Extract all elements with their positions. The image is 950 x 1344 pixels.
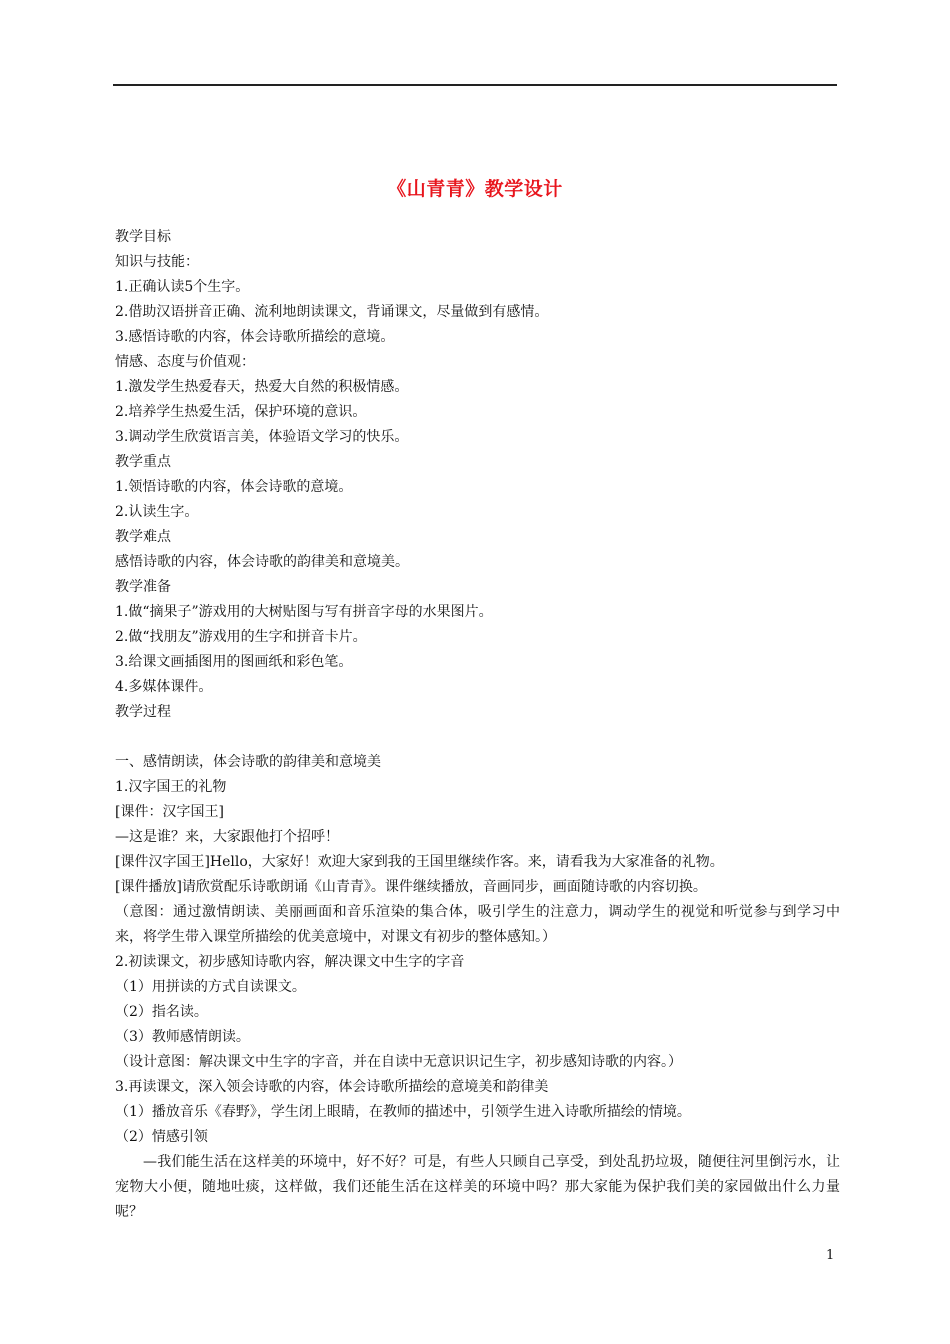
key-point-item: 1.领悟诗歌的内容，体会诗歌的意境。 bbox=[115, 479, 353, 495]
process-part-heading: 一、感情朗读，体会诗歌的韵律美和意境美 bbox=[115, 754, 381, 770]
design-intent-line: （设计意图：解决课文中生字的字音，并在自读中无意识识记生字，初步感知诗歌的内容。） bbox=[115, 1054, 682, 1070]
key-point-item: 2.认读生字。 bbox=[115, 504, 199, 520]
dialogue-line: —这是谁？来，大家跟他打个招呼！ bbox=[115, 829, 339, 845]
document-title: 《山青青》教学设计 bbox=[387, 178, 563, 200]
page-number: 1 bbox=[826, 1248, 835, 1263]
sub-step: （1）播放音乐《春野》，学生闭上眼睛，在教师的描述中，引领学生进入诗歌所描绘的情境。 bbox=[115, 1104, 691, 1120]
preparation-item: 1.做“摘果子”游戏用的大树贴图与写有拼音字母的水果图片。 bbox=[115, 604, 493, 620]
section-heading-objectives: 教学目标 bbox=[115, 229, 171, 245]
objective-item: 1.正确认读5个生字。 bbox=[115, 279, 250, 295]
section-heading-difficulties: 教学难点 bbox=[115, 529, 171, 545]
process-step: 3.再读课文，深入领会诗歌的内容，体会诗歌所描绘的意境美和韵律美 bbox=[115, 1079, 549, 1095]
process-step: 2.初读课文，初步感知诗歌内容，解决课文中生字的字音 bbox=[115, 954, 465, 970]
section-heading-key-points: 教学重点 bbox=[115, 454, 171, 470]
subheading-knowledge-skills: 知识与技能： bbox=[115, 254, 199, 270]
courseware-line: [课件汉字国王]Hello，大家好！欢迎大家到我的王国里继续作客。来，请看我为大家准备的礼物。 bbox=[115, 854, 724, 870]
document-body bbox=[115, 225, 840, 1225]
preparation-item: 4.多媒体课件。 bbox=[115, 679, 213, 695]
design-intent-paragraph: （意图：通过激情朗读、美丽画面和音乐渲染的集合体，吸引学生的注意力，调动学生的视觉和听觉参与到学习中来，将学生带入课堂所描绘的优美意境中，对课文有初步的整体感知。） bbox=[115, 904, 840, 945]
preparation-item: 3.给课文画插图用的图画纸和彩色笔。 bbox=[115, 654, 353, 670]
blank-line bbox=[115, 725, 840, 750]
emotion-guidance-paragraph: —我们能生活在这样美的环境中，好不好？可是，有些人只顾自己享受，到处乱扔垃圾，随便往河里倒污水，让宠物大小便，随地吐痰，这样做，我们还能生活在这样美的环境中吗？那大家能为保护我们美的家园做出什么力量呢？ bbox=[115, 1154, 840, 1220]
preparation-item: 2.做“找朋友”游戏用的生字和拼音卡片。 bbox=[115, 629, 367, 645]
sub-step: （1）用拼读的方式自读课文。 bbox=[115, 979, 306, 995]
objective-item: 1.激发学生热爱春天，热爱大自然的积极情感。 bbox=[115, 379, 409, 395]
objective-item: 2.借助汉语拼音正确、流利地朗读课文，背诵课文，尽量做到有感情。 bbox=[115, 304, 549, 320]
section-heading-preparation: 教学准备 bbox=[115, 579, 171, 595]
objective-item: 3.调动学生欣赏语言美，体验语文学习的快乐。 bbox=[115, 429, 409, 445]
difficulty-text: 感悟诗歌的内容，体会诗歌的韵律美和意境美。 bbox=[115, 554, 409, 570]
section-heading-process: 教学过程 bbox=[115, 704, 171, 720]
objective-item: 2.培养学生热爱生活，保护环境的意识。 bbox=[115, 404, 367, 420]
sub-step: （3）教师感情朗读。 bbox=[115, 1029, 250, 1045]
sub-step: （2）情感引领 bbox=[115, 1129, 208, 1145]
subheading-attitudes-values: 情感、态度与价值观： bbox=[115, 354, 255, 370]
courseware-line: [课件播放]请欣赏配乐诗歌朗诵《山青青》。课件继续播放，音画同步，画面随诗歌的内容切换。 bbox=[115, 879, 707, 895]
process-step: 1.汉字国王的礼物 bbox=[115, 779, 227, 795]
sub-step: （2）指名读。 bbox=[115, 1004, 208, 1020]
objective-item: 3.感悟诗歌的内容，体会诗歌所描绘的意境。 bbox=[115, 329, 395, 345]
courseware-note: [课件：汉字国王] bbox=[115, 804, 224, 820]
header-rule bbox=[113, 84, 837, 86]
